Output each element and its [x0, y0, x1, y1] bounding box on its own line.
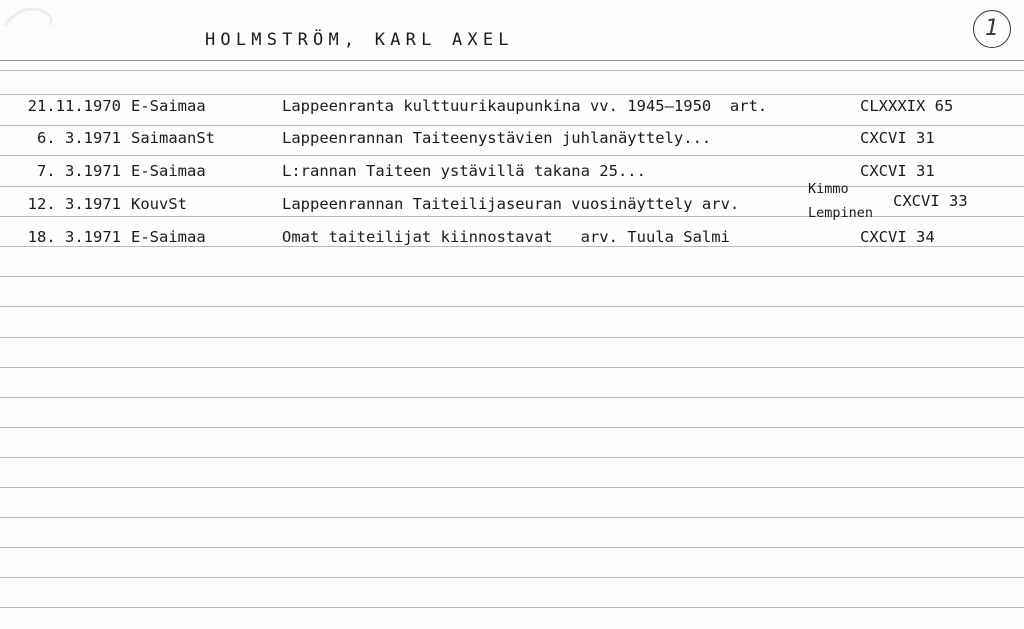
card-heading: HOLMSTRÖM, KARL AXEL: [205, 30, 514, 50]
ruled-line: [0, 517, 1024, 518]
ruled-line: [0, 457, 1024, 458]
entry-reference: CXCVI 31: [860, 129, 935, 147]
corner-smudge: [0, 0, 60, 30]
ruled-line: [0, 577, 1024, 578]
ruled-line: [0, 94, 1024, 95]
entry-date: 7. 3.1971: [37, 162, 121, 180]
entry-title: Lappeenrannan Taiteilijaseuran vuosinäyttely arv.: [282, 195, 740, 213]
ruled-line: [0, 306, 1024, 307]
ruled-line: [0, 487, 1024, 488]
ruled-line: [0, 547, 1024, 548]
entry-reference: CLXXXIX 65: [860, 97, 954, 115]
card-number-badge: 1: [973, 10, 1011, 48]
entry-date: 6. 3.1971: [37, 129, 121, 147]
entry-reviewer-first-name: Kimmo: [808, 181, 849, 197]
ruled-line: [0, 607, 1024, 608]
ruled-line: [0, 367, 1024, 368]
entry-newspaper: E-Saimaa: [131, 228, 206, 246]
entry-title: L:rannan Taiteen ystävillä takana 25...: [282, 162, 646, 180]
entry-newspaper: SaimaanSt: [131, 129, 215, 147]
entry-title: Lappeenrannan Taiteenystävien juhlanäyttely...: [282, 129, 712, 147]
entry-reference: CXCVI 34: [860, 228, 935, 246]
entry-newspaper: E-Saimaa: [131, 97, 206, 115]
entry-reviewer-last-name: Lempinen: [808, 205, 874, 221]
entry-date: 18. 3.1971: [27, 228, 121, 246]
entry-date: 12. 3.1971: [27, 195, 121, 213]
ruled-line: [0, 337, 1024, 338]
entry-title: Omat taiteilijat kiinnostavat arv. Tuula Salmi: [282, 228, 730, 246]
entry-newspaper: KouvSt: [131, 195, 187, 213]
ruled-line: [0, 246, 1024, 247]
ruled-line: [0, 125, 1024, 126]
header-rule: [0, 60, 1024, 61]
entry-reference: CXCVI 33: [893, 192, 968, 210]
ruled-line: [0, 155, 1024, 156]
entry-newspaper: E-Saimaa: [131, 162, 206, 180]
ruled-line: [0, 276, 1024, 277]
entry-date: 21.11.1970: [27, 97, 121, 115]
ruled-line: [0, 186, 1024, 187]
entry-reference: CXCVI 31: [860, 162, 935, 180]
header-rule-lower: [0, 70, 1024, 71]
ruled-line: [0, 397, 1024, 398]
ruled-line: [0, 427, 1024, 428]
entry-title: Lappeenranta kulttuurikaupunkina vv. 1945–1950 art.: [282, 97, 768, 115]
